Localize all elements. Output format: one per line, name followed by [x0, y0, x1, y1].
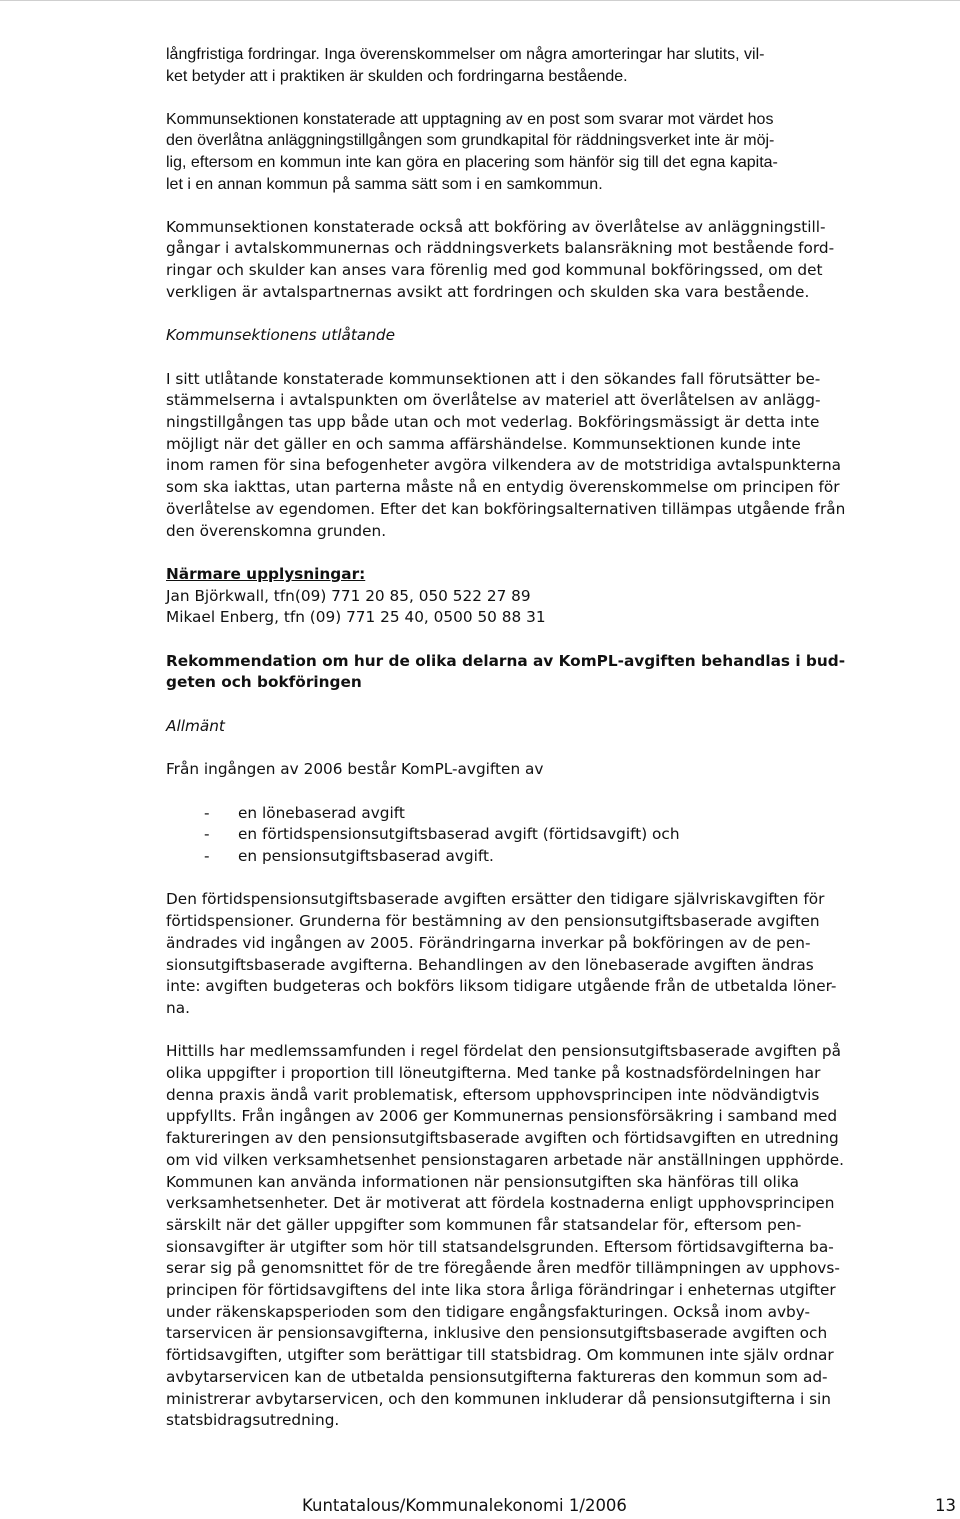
recommendation-heading: Rekommendation om hur de olika delarna av KomPL-avgiften behandlas i bud- geten och bokföringen — [166, 651, 846, 692]
list-item — [166, 803, 956, 825]
contact-details: Jan Björkwall, tfn(09) 771 20 85, 050 522 27 89 Mikael Enberg, tfn (09) 771 25 40, 0500 50 88 31 — [166, 586, 546, 627]
list-item-text: en lönebaserad avgift — [238, 803, 405, 822]
paragraph-hittills: Hittills har medlemssamfunden i regel fördelat den pensionsutgiftsbaserade avgiften på olika uppgifter i proportion till löneutgifterna. Med tanke på kostnadsfördelningen har denna praxis ändå varit problematisk, eftersom upphovsprincipen inte nödvändigtvis uppfyllts. Från ingången av 2006 ger Kommunernas pensionsförsäkring i samband med faktureringen av den pensionsutgiftsbaserade avgiften och förtidsavgiften en utredning om vid vilken verksamhetsenhet pensionstagaren arbetade när anställningen upphörde. Kommunen kan använda informationen när pensionsutgiften ska hänföras till olika verksamhetsenheter. Det är motiverat att fördela kostnaderna enligt upphovsprincipen särskilt när det gäller uppgifter som kommunen får statsandelar för, eftersom pen- sionsavgifter är utgifter som hör till statsandelsgrunden. Eftersom förtidsavgifterna ba- serar sig på genomsnittet för de tre föregående åren medför tillämpningen av upphovs- principen för förtidsavgiftens del inte lika stora årliga förändringar i enheternas utgifter under räkenskapsperioden som den tidigare engångsfakturingen. Också inom avby- tarservicen är pensionsavgifterna, inklusive den pensionsutgiftsbaserade avgiften och förtidsavgiften, utgifter som berättigar till statsbidrag. Om kommunen inte själv ordnar avbytarservicen kan de utbetalda pensionsutgifterna faktureras den kommun som ad- ministrerar avbytarservicen, och den kommunen inkluderar då pensionsutgifterna i sin statsbidragsutredning. — [166, 1042, 845, 1430]
paragraph-fortidspension: Den förtidspensionsutgiftsbaserade avgiften ersätter den tidigare självriskavgiften för förtidspensioner. Grunderna för bestämning av den pensionsutgiftsbaserade avgiften ändrades vid ingången av 2005. Förändringarna inverkar på bokföringen av de pen- sionsutgiftsbaserade avgifterna. Behandlingen av den lönebaserade avgiften ändras inte: avgiften budgeteras och bokförs liksom tidigare utgående från de utbetalda löner- na. — [166, 890, 837, 1017]
paragraph-grundkapital: Kommunsektionen konstaterade att upptagning av en post som svarar mot värdet hos den överlåtna anläggningstillgången som grundkapital för räddningsverket inte är möj- lig, eftersom en kommun inte kan göra en placering som hänför sig till det egna kapita- let i en annan kommun på samma sätt som i en samkommun. — [166, 110, 778, 193]
paragraph-continuation: långfristiga fordringar. Inga överenskommelser om några amorteringar har slutits, vil- ket betyder att i praktiken är skulden och fordringarna bestående. — [166, 46, 765, 85]
section-heading-utlatande: Kommunsektionens utlåtande — [166, 326, 396, 345]
paragraph-intro-kompl: Från ingången av 2006 består KomPL-avgiften av — [166, 760, 544, 779]
paragraph-utlatande: I sitt utlåtande konstaterade kommunsektionen att i den sökandes fall förutsätter be- stämmelserna i avtalspunkten om överlåtelse av materiel att överlåtelsen av anlägg- ningstillgången tas upp både utan och mot vederlag. Bokföringsmässigt är detta inte möjligt när det gäller en och samma affärshändelse. Kommunsektionen kunde inte inom ramen för sina befogenheter avgöra vilkendera av de motstridiga avtalspunkterna som ska iakttas, utan parterna måste nå en entydig överenskommelse om principen för överlåtelse av egendomen. Efter det kan bokföringsalternativen tillämpas utgående från den överenskomna grunden. — [166, 369, 846, 540]
list-item — [166, 846, 956, 868]
footer-publication-title: Kuntatalous/Kommunalekonomi 1/2006 — [302, 1496, 627, 1515]
section-heading-allmant: Allmänt — [166, 716, 225, 735]
paragraph-bokforing-overlatelse: Kommunsektionen konstaterade också att bokföring av överlåtelse av anläggningstill- gångar i avtalskommunernas och räddningsverkets balansräkning mot bestående ford- ringar och skulder kan anses vara förenlig med god kommunal bokföringssed, om det verkligen är avtalspartnernas avsikt att fordringen och skulden ska vara bestående. — [166, 217, 835, 301]
footer-page-number: 13 — [935, 1496, 956, 1515]
contact-heading: Närmare upplysningar: — [166, 564, 366, 583]
document-body — [166, 44, 956, 1432]
top-rule — [0, 0, 960, 1]
list-item — [166, 824, 956, 846]
list-dash: - — [204, 803, 210, 822]
list-item-text: en pensionsutgiftsbaserad avgift. — [238, 847, 494, 866]
fee-components-list — [166, 803, 956, 868]
list-dash: - — [204, 847, 210, 866]
list-item-text: en förtidspensionsutgiftsbaserad avgift (förtidsavgift) och — [238, 825, 680, 844]
list-dash: - — [204, 825, 210, 844]
